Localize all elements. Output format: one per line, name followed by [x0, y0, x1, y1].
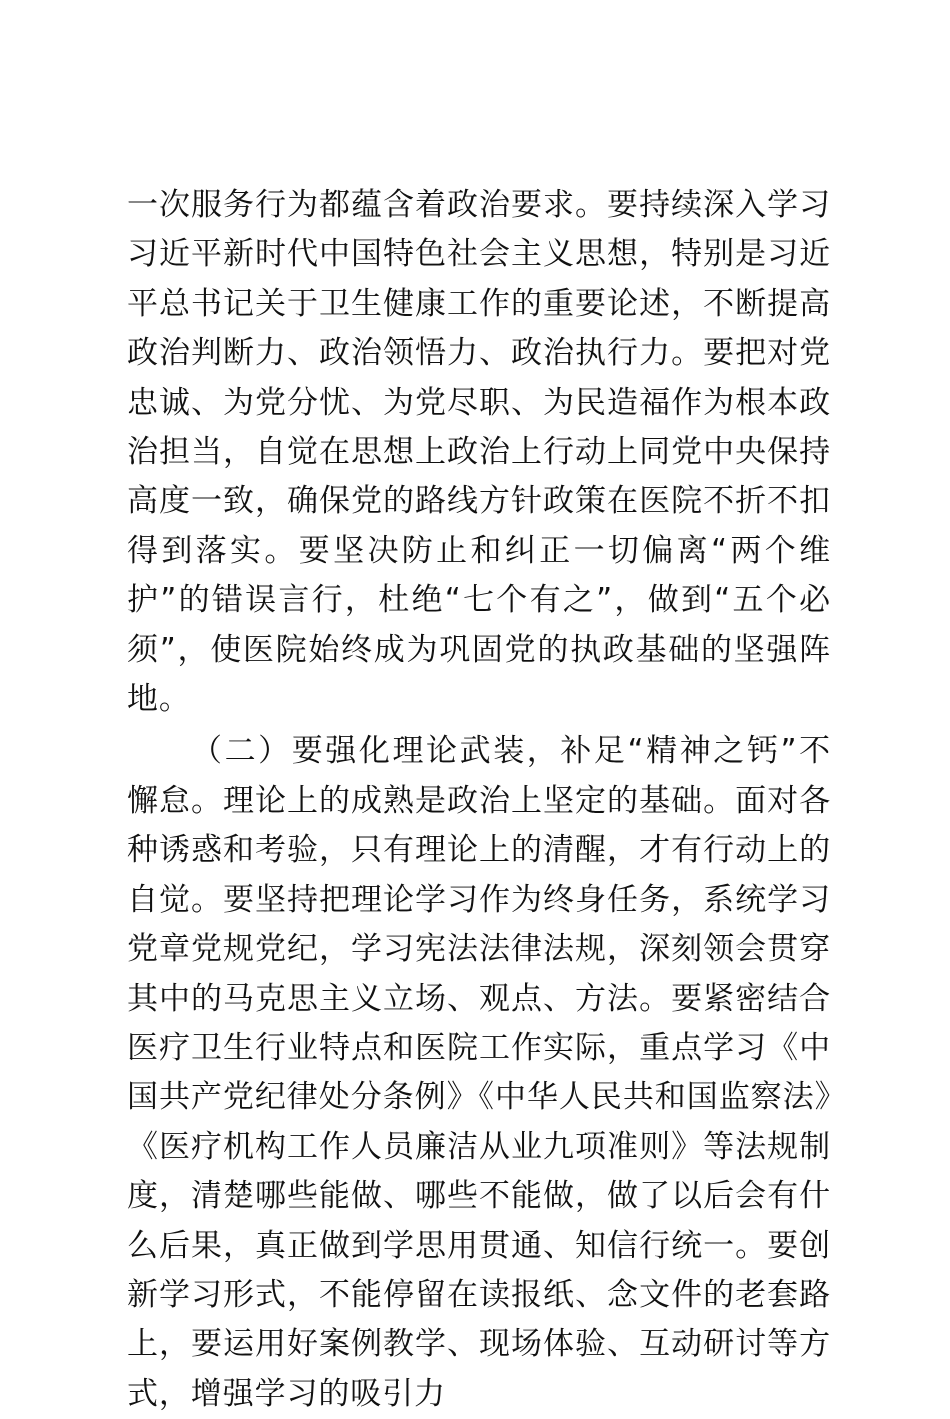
paragraph-theory-armament: （二）要强化理论武装，补足“精神之钙”不懈怠。理论上的成熟是政治上坚定的基础。面对各种诱惑和考验，只有理论上的清醒，才有行动上的自觉。要坚持把理论学习作为终身任务，系统学习党章党规党纪，学习宪法法律法规，深刻领会贯穿其中的马克思主义立场、观点、方法。要紧密结合医疗卫生行业特点和医院工作实际，重点学习《中国共产党纪律处分条例》《中华人民共和国监察法》《医疗机构工作人员廉洁从业九项准则》等法规制度，清楚哪些能做、哪些不能做，做了以后会有什么后果，真正做到学思用贯通、知信行统一。要创新学习形式，不能停留在读报纸、念文件的老套路上，要运用好案例教学、现场体验、互动研讨等方式，增强学习的吸引力 [127, 733, 831, 1412]
document-page [127, 181, 831, 1419]
paragraph-political-requirements: 一次服务行为都蕴含着政治要求。要持续深入学习习近平新时代中国特色社会主义思想，特别是习近平总书记关于卫生健康工作的重要论述，不断提高政治判断力、政治领悟力、政治执行力。要把对党忠诚、为党分忧、为党尽职、为民造福作为根本政治担当，自觉在思想上政治上行动上同党中央保持高度一致，确保党的路线方针政策在医院不折不扣得到落实。要坚决防止和纠正一切偏离“两个维护”的错误言行，杜绝“七个有之”，做到“五个必须”，使医院始终成为巩固党的执政基础的坚强阵地。 [127, 187, 831, 718]
